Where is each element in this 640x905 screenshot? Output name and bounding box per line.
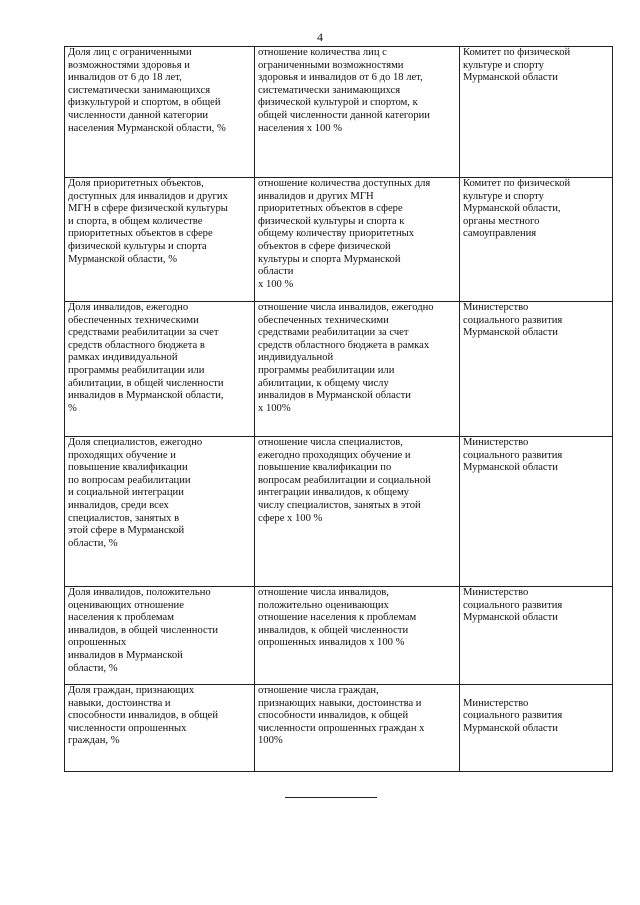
table-row	[65, 437, 613, 587]
table-row	[65, 47, 613, 178]
responsible-cell: Комитет по физической культуре и спорту Мурманской области, органы местного самоуправления	[460, 178, 613, 302]
responsible-cell: Министерство социального развития Мурманской области	[460, 437, 613, 587]
footer-divider	[285, 797, 377, 798]
formula-cell: отношение числа инвалидов, положительно оценивающих отношение населения к проблемам инвалидов, к общей численности опрошенных инвалидов х 100 %	[255, 587, 460, 685]
formula-cell: отношение числа инвалидов, ежегодно обеспеченных техническими средствами реабилитации за счет средств областного бюджета в рамках индивидуальной программы реабилитации или абилитации, к общему числу инвалидов в Мурманской области х 100%	[255, 302, 460, 437]
responsible-cell: Министерство социального развития Мурманской области	[460, 302, 613, 437]
indicators-table	[64, 46, 613, 772]
table-row	[65, 178, 613, 302]
formula-cell: отношение числа специалистов, ежегодно проходящих обучение и повышение квалификации по вопросам реабилитации и социальной интеграции инвалидов, к общему числу специалистов, занятых в этой сфере х 100 %	[255, 437, 460, 587]
indicator-cell: Доля инвалидов, ежегодно обеспеченных техническими средствами реабилитации за счет средств областного бюджета в рамках индивидуальной программы реабилитации или абилитации, в общей численности инвалидов в Мурманской области, %	[65, 302, 255, 437]
indicator-cell: Доля специалистов, ежегодно проходящих обучение и повышение квалификации по вопросам реабилитации и социальной интеграции инвалидов, среди всех специалистов, занятых в этой сфере в Мурманской области, %	[65, 437, 255, 587]
table-row	[65, 587, 613, 685]
indicator-cell: Доля лиц с ограниченными возможностями здоровья и инвалидов от 6 до 18 лет, систематически занимающихся физкультурой и спортом, в общей численности данной категории населения Мурманской области, %	[65, 47, 255, 178]
responsible-cell: Министерство социального развития Мурманской области	[460, 587, 613, 685]
table-row	[65, 685, 613, 772]
formula-cell: отношение числа граждан, признающих навыки, достоинства и способности инвалидов, к общей численности опрошенных граждан х 100%	[255, 685, 460, 772]
table-row	[65, 302, 613, 437]
formula-cell: отношение количества лиц с ограниченными возможностями здоровья и инвалидов от 6 до 18 лет, систематически занимающихся физической культурой и спортом, к общей численности данной категории населения х 100 %	[255, 47, 460, 178]
indicator-cell: Доля инвалидов, положительно оценивающих отношение населения к проблемам инвалидов, в общей численности опрошенных инвалидов в Мурманской области, %	[65, 587, 255, 685]
page-number: 4	[317, 30, 323, 44]
formula-cell: отношение количества доступных для инвалидов и других МГН приоритетных объектов в сфере физической культуры и спорта к общему количеству приоритетных объектов в сфере физической культуры и спорта Мурманской области х 100 %	[255, 178, 460, 302]
responsible-cell: Министерство социального развития Мурманской области	[460, 685, 613, 772]
indicator-cell: Доля граждан, признающих навыки, достоинства и способности инвалидов, в общей численности опрошенных граждан, %	[65, 685, 255, 772]
responsible-cell: Комитет по физической культуре и спорту Мурманской области	[460, 47, 613, 178]
indicator-cell: Доля приоритетных объектов, доступных для инвалидов и других МГН в сфере физической культуры и спорта, в общем количестве приоритетных объектов в сфере физической культуры и спорта Мурманской области, %	[65, 178, 255, 302]
